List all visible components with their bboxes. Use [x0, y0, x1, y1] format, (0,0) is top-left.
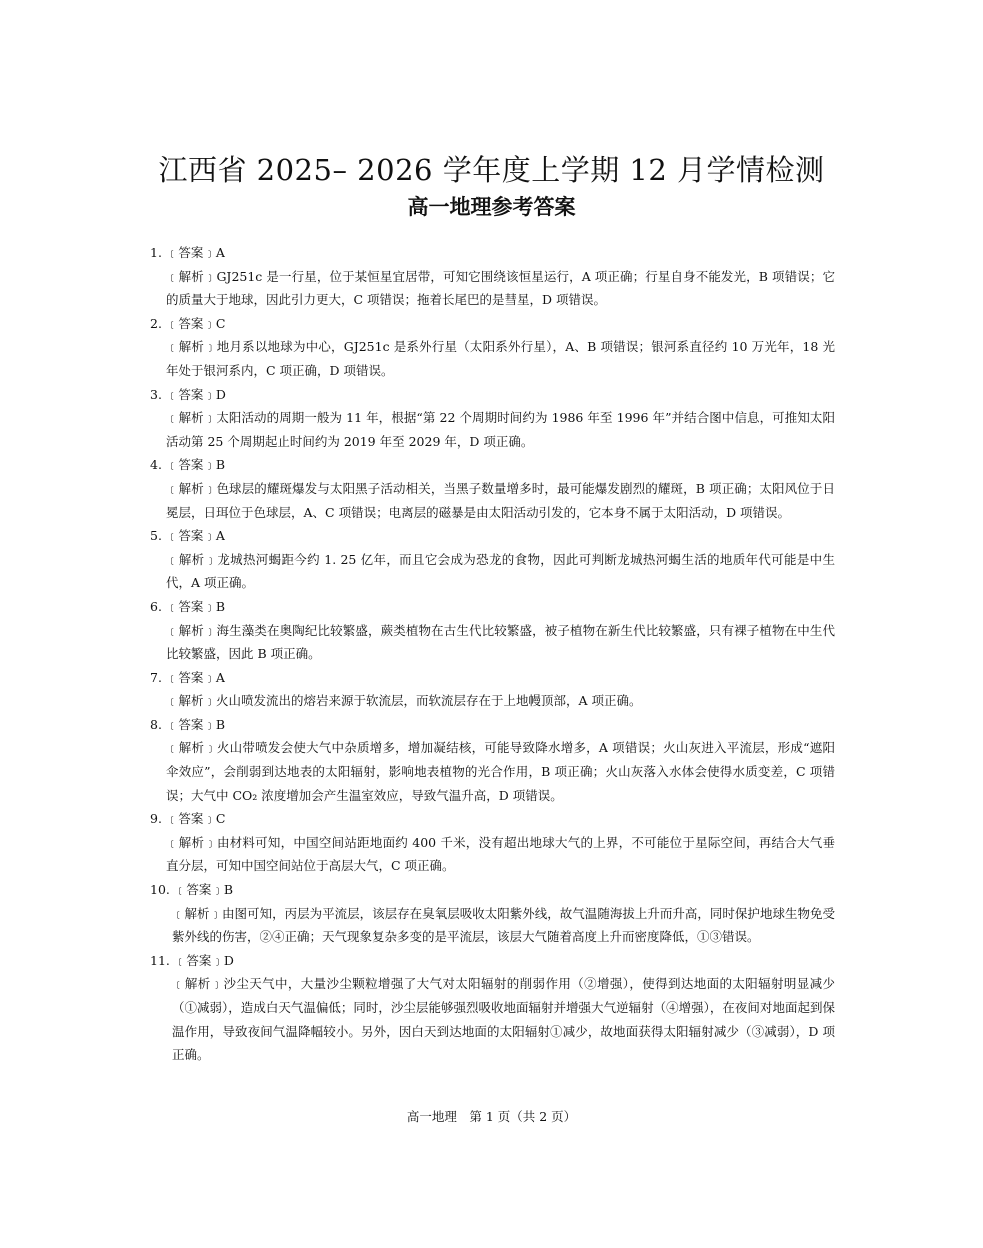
- answer-line: 7. ﹝答案﹞A: [150, 669, 225, 685]
- answer-line: 1. ﹝答案﹞A: [150, 245, 225, 260]
- question-6: [150, 595, 835, 666]
- analysis-text: ﹝解析﹞海生藻类在奥陶纪比较繁盛，蕨类植物在古生代比较繁盛，被子植物在新生代比较繁盛，只有裸子植物在中生代比较繁盛，因此 B 项正确。: [166, 622, 835, 662]
- question-9: [150, 807, 835, 878]
- question-11: [150, 949, 835, 1067]
- analysis-text: ﹝解析﹞由材料可知，中国空间站距地面约 400 千米，没有超出地球大气的上界，不可能位于星际空间，再结合大气垂直分层，可知中国空间站位于高层大气，C 项正确。: [166, 834, 835, 874]
- question-4: [150, 453, 835, 524]
- answer-list: [150, 241, 835, 1067]
- question-7: [150, 666, 835, 713]
- analysis-text: ﹝解析﹞由图可知，丙层为平流层，该层存在臭氧层吸收太阳紫外线，故气温随海拔上升而升高，同时保护地球生物免受紫外线的伤害，②④正确；天气现象复杂多变的是平流层，该层大气随着高度上升而密度降低，①③错误。: [172, 905, 835, 945]
- question-3: [150, 383, 835, 454]
- analysis-text: ﹝解析﹞沙尘天气中，大量沙尘颗粒增强了大气对太阳辐射的削弱作用（②增强），使得到达地面的太阳辐射明显减少（①减弱），造成白天气温偏低；同时，沙尘层能够强烈吸收地面辐射并增强大气逆辐射（④增强），在夜间对地面起到保温作用，导致夜间气温降幅较小。另外，因白天到达地面的太阳辐射①减少，故地面获得太阳辐射减少（③减弱），D 项正确。: [172, 976, 835, 1063]
- analysis-text: ﹝解析﹞地月系以地球为中心，GJ251c 是系外行星（太阳系外行星），A、B 项错误；银河系直径约 10 万光年，18 光年处于银河系内，C 项正确，D 项错误。: [166, 339, 835, 378]
- analysis-text: ﹝解析﹞GJ251c 是一行星，位于某恒星宜居带，可知它围绕该恒星运行，A 项正确；行星自身不能发光，B 项错误；它的质量大于地球，因此引力更大，C 项错误；拖着长尾巴的是彗星，D 项错误。: [166, 268, 835, 308]
- answer-line: 3. ﹝答案﹞D: [150, 386, 226, 402]
- question-10: [150, 878, 835, 949]
- answer-line: 10. ﹝答案﹞B: [150, 882, 234, 898]
- answer-line: 8. ﹝答案﹞B: [150, 716, 226, 732]
- question-1: [150, 241, 835, 312]
- question-5: [150, 524, 835, 595]
- page-footer: 高一地理 第 1 页（共 2 页）: [406, 1109, 577, 1124]
- analysis-text: ﹝解析﹞龙城热河蝎距今约 1. 25 亿年，而且它会成为恐龙的食物，因此可判断龙城热河蝎生活的地质年代可能是中生代，A 项正确。: [166, 551, 835, 591]
- answer-line: 9. ﹝答案﹞C: [150, 811, 226, 827]
- answer-line: 5. ﹝答案﹞A: [150, 528, 225, 544]
- question-8: [150, 713, 835, 807]
- answer-line: 6. ﹝答案﹞B: [150, 598, 226, 614]
- question-2: [150, 312, 835, 383]
- answer-line: 2. ﹝答案﹞C: [150, 315, 226, 331]
- answer-line: 11. ﹝答案﹞D: [150, 952, 234, 968]
- page-subtitle: 高一地理参考答案: [407, 195, 576, 219]
- analysis-text: ﹝解析﹞色球层的耀斑爆发与太阳黑子活动相关，当黑子数量增多时，最可能爆发剧烈的耀斑，B 项正确；太阳风位于日冕层，日珥位于色球层，A、C 项错误；电离层的磁暴是由太阳活动引发的，它本身不属于太阳活动，D 项错误。: [166, 480, 835, 520]
- answer-line: 4. ﹝答案﹞B: [150, 457, 226, 473]
- analysis-text: ﹝解析﹞太阳活动的周期一般为 11 年，根据“第 22 个周期时间约为 1986 年至 1996 年”并结合图中信息，可推知太阳活动第 25 个周期起止时间约为 2019 年至 2029 年，D 项正确。: [166, 410, 835, 449]
- analysis-text: ﹝解析﹞火山喷发流出的熔岩来源于软流层，而软流层存在于上地幔顶部，A 项正确。: [166, 693, 642, 709]
- analysis-text: ﹝解析﹞火山带喷发会使大气中杂质增多，增加凝结核，可能导致降水增多，A 项错误；火山灰进入平流层，形成“遮阳伞效应”，会削弱到达地表的太阳辐射，影响地表植物的光合作用，B 项正确；火山灰落入水体会使得水质变差，C 项错误；大气中 CO₂ 浓度增加会产生温室效应，导致气温升高，D 项错误。: [166, 740, 835, 803]
- page-title: 江西省 2025– 2026 学年度上学期 12 月学情检测: [158, 153, 825, 187]
